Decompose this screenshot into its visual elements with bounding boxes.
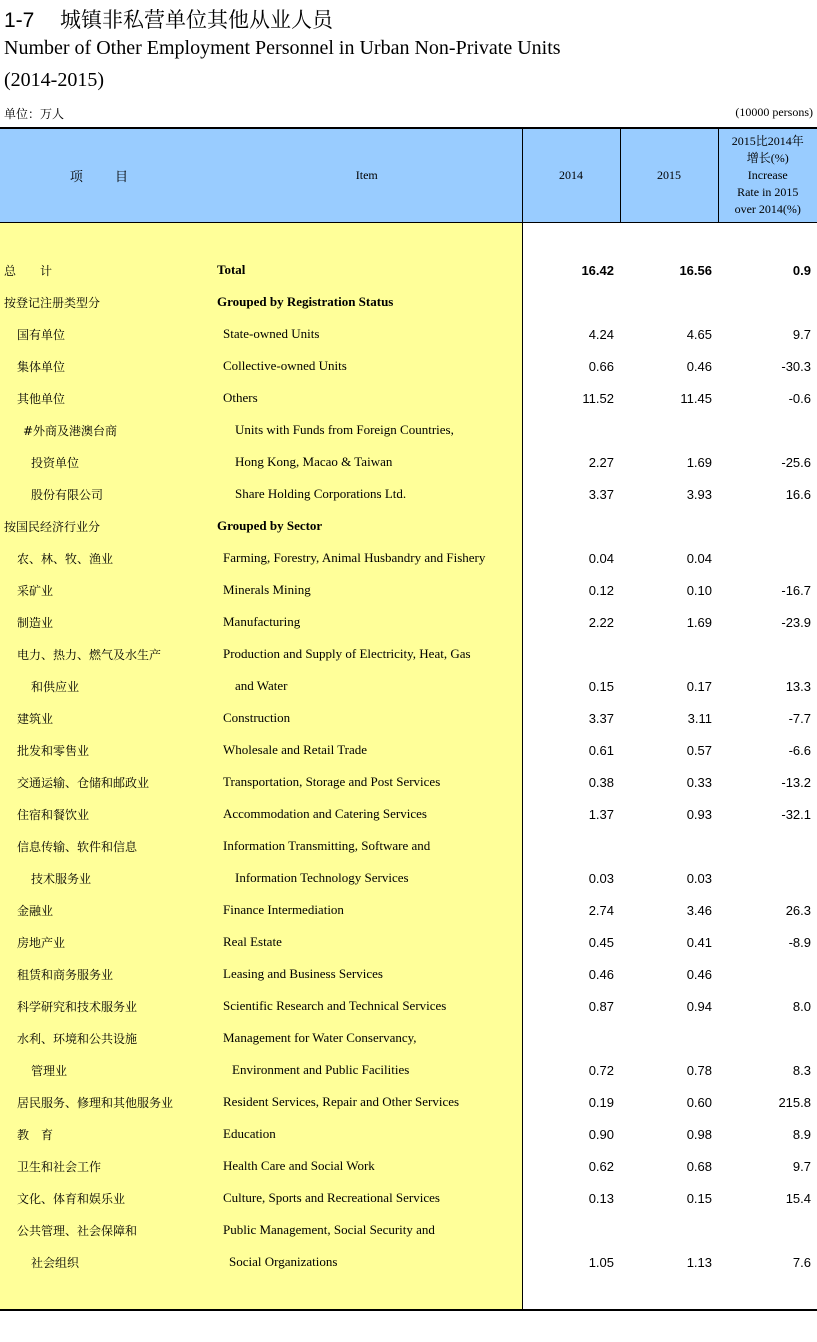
column-header-increase-rate — [718, 128, 817, 223]
table-row — [0, 670, 817, 702]
table-row — [0, 254, 817, 286]
row-label-cn: 水利、环境和公共设施 — [0, 1022, 212, 1054]
row-label-cn: 农、林、牧、渔业 — [0, 542, 212, 574]
row-label-cn: 租赁和商务服务业 — [0, 958, 212, 990]
table-row — [0, 798, 817, 830]
row-label-en: Health Care and Social Work — [212, 1150, 522, 1182]
value-2014: 0.61 — [588, 742, 614, 758]
row-label-cn: 房地产业 — [0, 926, 212, 958]
value-rate: 8.3 — [792, 1062, 811, 1078]
value-rate: 13.3 — [785, 678, 811, 694]
unit-label-cn: 单位：万人 — [4, 107, 65, 121]
table-row — [0, 1054, 817, 1086]
row-label-cn: 批发和零售业 — [0, 734, 212, 766]
value-rate: 215.8 — [778, 1094, 811, 1110]
value-2015 — [620, 830, 718, 862]
row-label-cn: 公共管理、社会保障和 — [0, 1214, 212, 1246]
table-row — [0, 1214, 817, 1246]
row-label-en: Collective-owned Units — [212, 350, 522, 382]
rate-header-line: 增长(%) — [746, 151, 789, 165]
value-2015: 16.56 — [679, 262, 712, 278]
value-rate — [718, 862, 817, 894]
row-label-cn: 集体单位 — [0, 350, 212, 382]
value-rate: 7.6 — [792, 1254, 811, 1270]
value-2014: 0.04 — [588, 550, 614, 566]
row-label-cn: 信息传输、软件和信息 — [0, 830, 212, 862]
value-rate — [718, 286, 817, 318]
value-rate: -13.2 — [781, 774, 811, 790]
value-rate: -23.9 — [781, 614, 811, 630]
value-rate: 9.7 — [792, 1158, 811, 1174]
row-label-cn: 其他单位 — [0, 382, 212, 414]
value-2014: 0.15 — [588, 678, 614, 694]
row-label-en: and Water — [212, 670, 522, 702]
table-row — [0, 542, 817, 574]
value-2014: 4.24 — [588, 326, 614, 342]
row-label-cn: 总 计 — [0, 254, 212, 286]
table-row — [0, 830, 817, 862]
row-label-cn: 居民服务、修理和其他服务业 — [0, 1086, 212, 1118]
table-row — [0, 1150, 817, 1182]
row-label-cn: 住宿和餐饮业 — [0, 798, 212, 830]
value-rate: -16.7 — [781, 582, 811, 598]
value-2014: 0.90 — [588, 1126, 614, 1142]
table-row — [0, 926, 817, 958]
value-rate: -0.6 — [788, 390, 811, 406]
value-2014 — [522, 1214, 620, 1246]
table-title-cn-text: 城镇非私营单位其他从业人员 — [60, 8, 333, 32]
spacer-row — [0, 1278, 817, 1310]
row-label-cn: 建筑业 — [0, 702, 212, 734]
row-label-cn: 和供应业 — [0, 670, 212, 702]
table-row — [0, 894, 817, 926]
table-row — [0, 478, 817, 510]
table-row — [0, 958, 817, 990]
value-2014: 1.05 — [588, 1254, 614, 1270]
rate-header-line: Rate in 2015 — [737, 185, 799, 199]
value-2015: 3.93 — [686, 486, 712, 502]
row-label-en: Accommodation and Catering Services — [212, 798, 522, 830]
table-number: 1-7 — [4, 9, 35, 32]
table-row — [0, 414, 817, 446]
value-rate: 16.6 — [785, 486, 811, 502]
rate-header-line: Increase — [747, 168, 788, 182]
row-label-en: Total — [212, 254, 522, 286]
row-label-cn: 国有单位 — [0, 318, 212, 350]
row-label-cn: 股份有限公司 — [0, 478, 212, 510]
value-2015: 0.94 — [686, 998, 712, 1014]
value-rate — [718, 830, 817, 862]
value-2015: 0.10 — [686, 582, 712, 598]
value-rate — [718, 1214, 817, 1246]
value-2014: 0.19 — [588, 1094, 614, 1110]
row-label-cn: 金融业 — [0, 894, 212, 926]
table-row — [0, 446, 817, 478]
value-2014 — [522, 510, 620, 542]
row-label-en: Finance Intermediation — [212, 894, 522, 926]
row-label-en: Management for Water Conservancy, — [212, 1022, 522, 1054]
value-2015 — [620, 1022, 718, 1054]
table-row — [0, 862, 817, 894]
value-2015: 0.57 — [686, 742, 712, 758]
value-rate: 0.9 — [792, 262, 811, 278]
value-2014: 0.66 — [588, 358, 614, 374]
value-2014: 0.45 — [588, 934, 614, 950]
row-label-en: Transportation, Storage and Post Services — [212, 766, 522, 798]
table-row — [0, 574, 817, 606]
value-2014: 0.38 — [588, 774, 614, 790]
row-label-cn: #外商及港澳台商 — [0, 414, 212, 446]
row-label-en: Education — [212, 1118, 522, 1150]
value-2015: 0.41 — [686, 934, 712, 950]
value-2015: 11.45 — [680, 390, 712, 406]
table-row — [0, 990, 817, 1022]
column-header-2015: 2015 — [620, 128, 718, 223]
value-2014 — [522, 414, 620, 446]
table-row — [0, 1246, 817, 1278]
value-2014: 2.74 — [588, 902, 614, 918]
column-header-2014: 2014 — [522, 128, 620, 223]
table-row — [0, 606, 817, 638]
row-label-en: State-owned Units — [212, 318, 522, 350]
value-rate — [718, 638, 817, 670]
row-label-cn: 按登记注册类型分 — [0, 286, 212, 318]
value-2014: 2.27 — [588, 454, 614, 470]
column-header-item-cn: 项 目 — [0, 128, 212, 223]
value-rate: 9.7 — [792, 326, 811, 342]
value-2014: 0.12 — [588, 582, 614, 598]
value-2014: 11.52 — [582, 390, 614, 406]
row-label-en: Social Organizations — [212, 1246, 522, 1278]
value-rate — [718, 1022, 817, 1054]
table-title-en: Number of Other Employment Personnel in Urban Non-Private Units — [4, 37, 561, 59]
value-2015 — [620, 638, 718, 670]
value-2015: 0.46 — [686, 358, 712, 374]
row-label-en: Environment and Public Facilities — [212, 1054, 522, 1086]
value-rate: -8.9 — [788, 934, 811, 950]
row-label-cn: 电力、热力、燃气及水生产 — [0, 638, 212, 670]
row-label-cn: 采矿业 — [0, 574, 212, 606]
row-label-en: Real Estate — [212, 926, 522, 958]
table-row — [0, 510, 817, 542]
row-label-en: Information Technology Services — [212, 862, 522, 894]
row-label-en: Grouped by Sector — [212, 510, 522, 542]
statistics-table — [0, 127, 817, 1311]
value-2015 — [620, 286, 718, 318]
value-2015: 3.46 — [686, 902, 712, 918]
value-2014 — [522, 638, 620, 670]
value-2015: 0.33 — [686, 774, 712, 790]
value-2014: 1.37 — [588, 806, 614, 822]
table-row — [0, 318, 817, 350]
value-2014 — [522, 286, 620, 318]
value-rate — [718, 510, 817, 542]
value-2015: 0.68 — [686, 1158, 712, 1174]
value-2015: 0.60 — [686, 1094, 712, 1110]
row-label-en: Hong Kong, Macao & Taiwan — [212, 446, 522, 478]
row-label-en: Wholesale and Retail Trade — [212, 734, 522, 766]
row-label-cn: 社会组织 — [0, 1246, 212, 1278]
value-2014: 0.87 — [588, 998, 614, 1014]
row-label-en: Leasing and Business Services — [212, 958, 522, 990]
value-2014: 0.46 — [588, 966, 614, 982]
unit-label-en: (10000 persons) — [735, 105, 813, 119]
table-title-cn — [4, 4, 333, 34]
value-2015: 0.46 — [686, 966, 712, 982]
table-years: (2014-2015) — [4, 69, 104, 91]
value-rate — [718, 414, 817, 446]
spacer-row — [0, 223, 817, 255]
row-label-cn: 按国民经济行业分 — [0, 510, 212, 542]
table-row — [0, 638, 817, 670]
value-rate: 15.4 — [785, 1190, 811, 1206]
value-2015: 1.69 — [686, 454, 712, 470]
row-label-cn: 教 育 — [0, 1118, 212, 1150]
row-label-en: Farming, Forestry, Animal Husbandry and Fishery — [212, 542, 522, 574]
row-label-en: Public Management, Social Security and — [212, 1214, 522, 1246]
table-row — [0, 350, 817, 382]
value-2015: 0.03 — [686, 870, 712, 886]
value-rate: -32.1 — [781, 806, 811, 822]
value-2014: 16.42 — [581, 262, 614, 278]
value-2014: 3.37 — [588, 710, 614, 726]
value-2014: 0.03 — [588, 870, 614, 886]
table-row — [0, 1118, 817, 1150]
value-rate — [718, 958, 817, 990]
table-row — [0, 1182, 817, 1214]
table-row — [0, 702, 817, 734]
row-label-en: Construction — [212, 702, 522, 734]
column-header-item-en: Item — [212, 128, 522, 223]
value-2015: 1.13 — [686, 1254, 712, 1270]
row-label-cn: 科学研究和技术服务业 — [0, 990, 212, 1022]
value-rate: 8.0 — [792, 998, 811, 1014]
row-label-cn: 卫生和社会工作 — [0, 1150, 212, 1182]
value-rate: -6.6 — [788, 742, 811, 758]
value-2015: 0.04 — [686, 550, 712, 566]
value-2014: 3.37 — [588, 486, 614, 502]
row-label-en: Resident Services, Repair and Other Services — [212, 1086, 522, 1118]
row-label-en: Scientific Research and Technical Services — [212, 990, 522, 1022]
value-2014 — [522, 1022, 620, 1054]
row-label-en: Culture, Sports and Recreational Services — [212, 1182, 522, 1214]
value-2015: 0.93 — [686, 806, 712, 822]
row-label-en: Manufacturing — [212, 606, 522, 638]
rate-header-line: over 2014(%) — [734, 202, 801, 216]
row-label-en: Others — [212, 382, 522, 414]
row-label-en: Grouped by Registration Status — [212, 286, 522, 318]
table-row — [0, 734, 817, 766]
value-2015: 0.98 — [686, 1126, 712, 1142]
value-2015 — [620, 414, 718, 446]
value-2014: 2.22 — [588, 614, 614, 630]
value-2014: 0.62 — [588, 1158, 614, 1174]
table-row — [0, 382, 817, 414]
value-2014: 0.72 — [588, 1062, 614, 1078]
value-2014 — [522, 830, 620, 862]
value-2015: 0.78 — [686, 1062, 712, 1078]
value-rate: -7.7 — [788, 710, 811, 726]
value-2015: 0.15 — [686, 1190, 712, 1206]
value-2015: 0.17 — [686, 678, 712, 694]
value-2015 — [620, 510, 718, 542]
row-label-en: Production and Supply of Electricity, Heat, Gas — [212, 638, 522, 670]
row-label-cn: 技术服务业 — [0, 862, 212, 894]
value-2015: 4.65 — [686, 326, 712, 342]
table-row — [0, 766, 817, 798]
value-2015: 3.11 — [687, 710, 712, 726]
row-label-cn: 管理业 — [0, 1054, 212, 1086]
value-2015: 1.69 — [686, 614, 712, 630]
row-label-en: Units with Funds from Foreign Countries, — [212, 414, 522, 446]
value-2015 — [620, 1214, 718, 1246]
row-label-en: Minerals Mining — [212, 574, 522, 606]
value-rate: 8.9 — [792, 1126, 811, 1142]
table-header-row — [0, 128, 817, 223]
table-row — [0, 1022, 817, 1054]
row-label-en: Information Transmitting, Software and — [212, 830, 522, 862]
table-row — [0, 286, 817, 318]
value-rate: -30.3 — [781, 358, 811, 374]
row-label-cn: 制造业 — [0, 606, 212, 638]
value-rate: -25.6 — [781, 454, 811, 470]
row-label-cn: 交通运输、仓储和邮政业 — [0, 766, 212, 798]
table-row — [0, 1086, 817, 1118]
rate-header-line: 2015比2014年 — [731, 134, 804, 148]
value-rate — [718, 542, 817, 574]
value-rate: 26.3 — [785, 902, 811, 918]
value-2014: 0.13 — [588, 1190, 614, 1206]
row-label-en: Share Holding Corporations Ltd. — [212, 478, 522, 510]
row-label-cn: 文化、体育和娱乐业 — [0, 1182, 212, 1214]
row-label-cn: 投资单位 — [0, 446, 212, 478]
